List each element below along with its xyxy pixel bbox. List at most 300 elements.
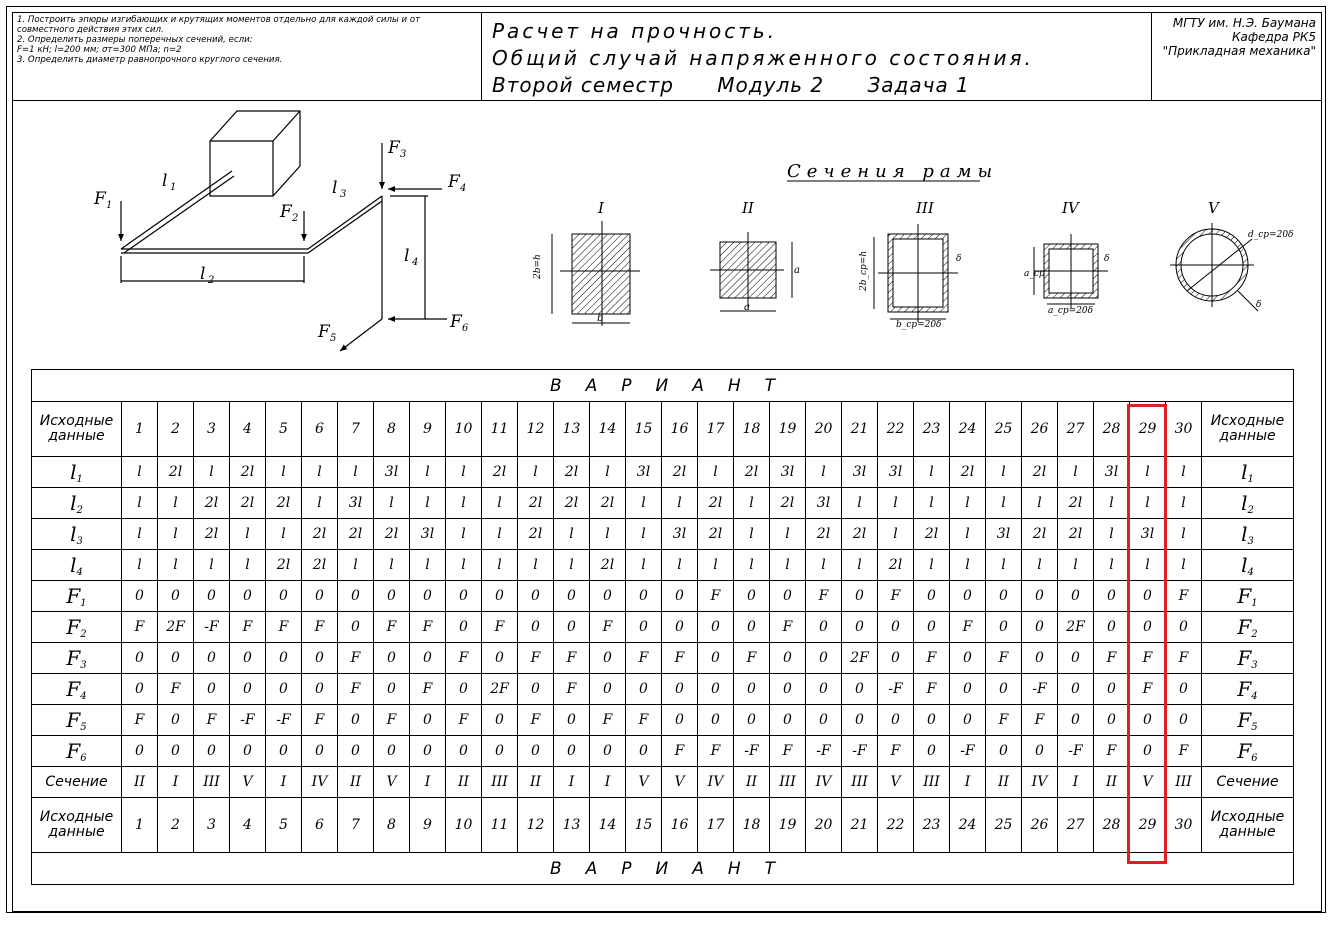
param-value: l [1166,519,1202,550]
variant-number: 15 [626,402,662,457]
variant-number: 27 [1058,798,1094,853]
title-line-2: Общий случай напряженного состояния. [492,46,1034,70]
param-value: 0 [230,581,266,612]
param-value: 0 [734,674,770,705]
param-value: 0 [122,736,158,767]
param-value: 2l [194,488,230,519]
section-value: IV [698,767,734,798]
variant-number: 13 [554,798,590,853]
param-value: l [374,550,410,581]
section-IV-side-label: a_ср [1024,269,1045,279]
variant-number: 10 [446,402,482,457]
param-value: l [122,519,158,550]
param-row [32,612,1294,643]
param-value: l [986,550,1022,581]
param-value: 0 [914,736,950,767]
param-value: 2l [1058,519,1094,550]
section-value: II [446,767,482,798]
title-block [482,12,1152,101]
variant-number: 10 [446,798,482,853]
param-value: F [554,674,590,705]
param-value: 0 [266,581,302,612]
param-value: F [878,581,914,612]
param-value: 0 [806,612,842,643]
param-value: 0 [1094,581,1130,612]
param-value: 0 [950,643,986,674]
section-value: II [518,767,554,798]
section-III-thickness-label: δ [956,254,962,264]
param-symbol: $l_1$ [1202,457,1294,488]
param-value: 0 [158,581,194,612]
param-value: 0 [626,581,662,612]
param-value: 0 [842,612,878,643]
variant-number: 4 [230,798,266,853]
param-row [32,519,1294,550]
param-value: 0 [1166,674,1202,705]
param-value: -F [194,612,230,643]
param-value: F [518,705,554,736]
param-value: l [1166,457,1202,488]
param-value: l [1058,550,1094,581]
param-value: 0 [338,612,374,643]
svg-text:1: 1 [106,200,113,211]
param-value: 0 [374,736,410,767]
param-value: 2l [806,519,842,550]
param-value: F [1130,674,1166,705]
param-value: 0 [662,581,698,612]
section-value: I [1058,767,1094,798]
param-value: 0 [842,705,878,736]
variant-number: 22 [878,402,914,457]
param-symbol: $F_5$ [1202,705,1294,736]
param-value: F [698,581,734,612]
param-value: l [482,488,518,519]
param-value: 0 [806,705,842,736]
param-value: -F [1058,736,1094,767]
param-value: 0 [1166,705,1202,736]
param-value: 2l [554,457,590,488]
param-symbol: $F_3$ [1202,643,1294,674]
param-value: 0 [122,674,158,705]
variant-number: 16 [662,402,698,457]
param-value: l [122,457,158,488]
param-value: 0 [698,643,734,674]
param-value: l [1022,550,1058,581]
param-value: 3l [1094,457,1130,488]
variant-number: 25 [986,798,1022,853]
param-symbol: $l_3$ [32,519,122,550]
variant-number: 30 [1166,798,1202,853]
param-symbol: $l_4$ [1202,550,1294,581]
param-value: 3l [842,457,878,488]
section-value: IV [1022,767,1058,798]
variant-header-row-top [32,402,1294,457]
param-value: 2l [590,488,626,519]
param-value: F [338,674,374,705]
param-value: 0 [554,705,590,736]
variant-number: 11 [482,402,518,457]
param-value: 2l [554,488,590,519]
param-value: 0 [950,674,986,705]
param-value: F [194,705,230,736]
param-value: F [662,643,698,674]
param-value: 0 [410,643,446,674]
param-value: F [482,612,518,643]
param-value: l [806,550,842,581]
section-value: II [734,767,770,798]
param-value: l [950,488,986,519]
param-symbol: $F_1$ [32,581,122,612]
param-value: F [374,705,410,736]
param-value: 0 [1022,581,1058,612]
param-value: 2F [842,643,878,674]
title-line-1: Расчет на прочность. [492,19,778,43]
param-value: 0 [662,674,698,705]
param-value: 0 [842,674,878,705]
variant-number: 8 [374,402,410,457]
param-value: l [662,550,698,581]
variant-number: 7 [338,798,374,853]
param-value: l [410,488,446,519]
param-value: 2l [914,519,950,550]
section-value: III [1166,767,1202,798]
variant-number: 28 [1094,402,1130,457]
param-value: 3l [626,457,662,488]
param-symbol: $l_3$ [1202,519,1294,550]
param-value: 2l [518,519,554,550]
section-value: I [950,767,986,798]
variant-number: 18 [734,798,770,853]
param-value: 2l [662,457,698,488]
param-value: 0 [1094,612,1130,643]
param-value: 0 [1022,736,1058,767]
param-value: 2l [194,519,230,550]
param-value: 2l [338,519,374,550]
svg-text:6: 6 [462,323,469,334]
param-value: 0 [230,736,266,767]
param-value: l [1094,488,1130,519]
param-value: 0 [626,736,662,767]
section-value: II [338,767,374,798]
param-value: l [158,488,194,519]
section-value: II [986,767,1022,798]
section-value: II [1094,767,1130,798]
task-label: Задача 1 [867,73,970,97]
section-value: III [914,767,950,798]
param-value: l [446,550,482,581]
param-value: 0 [518,612,554,643]
param-value: l [1094,550,1130,581]
param-value: 0 [518,581,554,612]
param-value: F [1166,643,1202,674]
param-value: 3l [770,457,806,488]
param-value: l [410,457,446,488]
param-symbol: $F_3$ [32,643,122,674]
param-value: 2l [770,488,806,519]
variant-number: 26 [1022,402,1058,457]
param-value: l [914,457,950,488]
section-IV-width-label: a_ср=20δ [1048,306,1094,316]
variant-banner-bottom: ВАРИАНТ [32,853,1294,885]
param-row [32,674,1294,705]
param-value: 0 [590,581,626,612]
param-value: 0 [1130,736,1166,767]
param-value: 0 [554,581,590,612]
param-value: 0 [158,643,194,674]
param-value: 2l [698,488,734,519]
section-I-height-label: 2b=h [533,254,543,279]
section-II-label: II [742,199,754,217]
variant-number: 6 [302,402,338,457]
param-symbol: $F_5$ [32,705,122,736]
param-value: F [1094,736,1130,767]
param-value: F [374,612,410,643]
param-value: l [158,519,194,550]
variant-number: 12 [518,798,554,853]
sections-title: Сечения рамы [787,161,999,182]
param-value: 0 [1022,612,1058,643]
variant-number: 23 [914,402,950,457]
param-value: 2l [950,457,986,488]
param-value: l [662,488,698,519]
variant-number: 29 [1130,798,1166,853]
param-value: 0 [698,674,734,705]
param-symbol: $F_2$ [32,612,122,643]
param-value: l [1166,488,1202,519]
section-III-drawing [874,224,958,322]
param-value: F [1022,705,1058,736]
param-value: 0 [770,581,806,612]
param-value: 0 [770,674,806,705]
section-value: V [1130,767,1166,798]
variants-table-container [31,369,1293,903]
label-F2: F [280,202,292,222]
param-value: F [626,705,662,736]
variant-number: 17 [698,402,734,457]
param-value: l [302,457,338,488]
param-value: F [158,674,194,705]
param-value: 0 [914,612,950,643]
organization-block [1152,12,1322,101]
param-symbol: $F_6$ [32,736,122,767]
param-value: F [770,736,806,767]
param-value: 0 [770,705,806,736]
param-value: -F [878,674,914,705]
variant-number: 2 [158,798,194,853]
param-value: 0 [590,674,626,705]
param-value: 0 [158,736,194,767]
param-value: l [914,488,950,519]
section-value: I [410,767,446,798]
param-symbol: $F_4$ [32,674,122,705]
param-value: 0 [1022,643,1058,674]
param-value: 0 [950,705,986,736]
param-value: l [986,457,1022,488]
variant-number: 18 [734,402,770,457]
org-line-2: Кафедра РК5 [1232,30,1316,44]
param-value: 0 [482,736,518,767]
param-value: 0 [482,581,518,612]
param-value: F [914,674,950,705]
param-value: 0 [230,674,266,705]
section-IV-drawing [1034,234,1108,308]
svg-text:2: 2 [208,275,215,286]
variant-number: 29 [1130,402,1166,457]
param-value: 0 [1130,581,1166,612]
param-value: 0 [554,612,590,643]
param-value: 0 [662,705,698,736]
param-value: l [482,550,518,581]
section-value: V [374,767,410,798]
section-value: III [482,767,518,798]
param-value: l [482,519,518,550]
task-line-3: F=1 кН; l=200 мм; σт=300 МПа; n=2 [17,45,182,55]
param-value: l [338,550,374,581]
param-value: F [1166,736,1202,767]
param-row [32,550,1294,581]
frame-and-sections-drawing [12,101,1322,369]
param-value: 0 [590,736,626,767]
variant-number: 19 [770,402,806,457]
variant-number: 7 [338,402,374,457]
param-value: -F [842,736,878,767]
param-value: 2l [482,457,518,488]
variant-number: 15 [626,798,662,853]
param-value: 0 [734,612,770,643]
param-value: 0 [1058,674,1094,705]
param-value: l [554,550,590,581]
param-value: 3l [1130,519,1166,550]
variant-number: 20 [806,402,842,457]
param-value: l [698,550,734,581]
section-II-base-label: a [744,302,750,313]
param-value: 2F [482,674,518,705]
param-value: F [554,643,590,674]
param-symbol: $l_2$ [32,488,122,519]
param-value: 3l [806,488,842,519]
param-value: F [410,674,446,705]
param-value: 0 [806,674,842,705]
param-value: F [230,612,266,643]
param-value: F [770,612,806,643]
param-value: l [626,519,662,550]
org-line-1: МГТУ им. Н.Э. Баумана [1172,16,1316,30]
row-label: Исходные данные [1202,798,1294,853]
param-value: 0 [482,643,518,674]
param-value: 0 [302,736,338,767]
param-value: 0 [1094,674,1130,705]
param-value: l [698,457,734,488]
param-value: F [986,643,1022,674]
param-value: l [122,488,158,519]
label-l1: l [162,171,168,191]
param-value: F [626,643,662,674]
param-value: 0 [770,643,806,674]
section-III-height-label: 2b_ср=h [859,250,869,291]
label-F3: F [388,138,400,158]
param-value: 2F [1058,612,1094,643]
param-value: 0 [302,643,338,674]
param-value: l [410,550,446,581]
section-III-label: III [916,199,934,217]
param-value: l [1022,488,1058,519]
title-line-3 [492,72,1141,99]
param-value: 0 [410,736,446,767]
variant-number: 30 [1166,402,1202,457]
param-value: 0 [446,736,482,767]
variant-number: 14 [590,402,626,457]
variants-table [31,369,1294,885]
label-F4: F [448,172,460,192]
param-symbol: $F_6$ [1202,736,1294,767]
param-value: 0 [590,643,626,674]
param-value: 3l [878,457,914,488]
label-l2: l [200,264,206,284]
param-value: 2l [698,519,734,550]
param-value: 3l [662,519,698,550]
param-value: l [770,519,806,550]
variant-number: 8 [374,798,410,853]
section-III-width-label: b_ср=20δ [896,320,942,330]
param-value: F [266,612,302,643]
variant-header-row-bottom [32,798,1294,853]
param-value: 2l [590,550,626,581]
param-row [32,457,1294,488]
section-value: III [842,767,878,798]
param-value: -F [1022,674,1058,705]
svg-text:5: 5 [330,333,337,344]
param-value: l [986,488,1022,519]
variant-number: 12 [518,402,554,457]
param-value: 2l [518,488,554,519]
param-value: 0 [122,581,158,612]
section-I-width-label: b [597,313,604,324]
param-value: 0 [626,674,662,705]
variant-number: 16 [662,798,698,853]
param-value: 0 [194,643,230,674]
param-value: 2l [734,457,770,488]
param-value: 0 [518,736,554,767]
param-value: l [446,488,482,519]
task-line-4: 3. Определить диаметр равнопрочного круглого сечения. [17,55,283,65]
param-value: 2l [1058,488,1094,519]
param-value: 2l [266,550,302,581]
param-value: l [590,457,626,488]
param-value: 0 [374,674,410,705]
section-II-side-label: a [794,265,800,276]
param-value: l [230,550,266,581]
semester-label: Второй семестр [492,73,674,97]
param-value: l [230,519,266,550]
param-value: 0 [554,736,590,767]
param-row [32,736,1294,767]
param-value: F [1130,643,1166,674]
param-value: l [1130,488,1166,519]
param-value: 0 [482,705,518,736]
param-value: 2l [302,519,338,550]
param-value: 2l [302,550,338,581]
task-line-1: 1. Построить эпюры изгибающих и крутящих моментов отдельно для каждой силы и от совместного действия этих сил. [17,15,421,35]
variant-number: 3 [194,402,230,457]
svg-text:3: 3 [400,149,407,160]
section-II-drawing [710,232,792,311]
param-value: l [1094,519,1130,550]
section-value: V [230,767,266,798]
row-label: Исходные данные [32,798,122,853]
param-symbol: $l_4$ [32,550,122,581]
variant-number: 21 [842,402,878,457]
param-value: 0 [194,736,230,767]
